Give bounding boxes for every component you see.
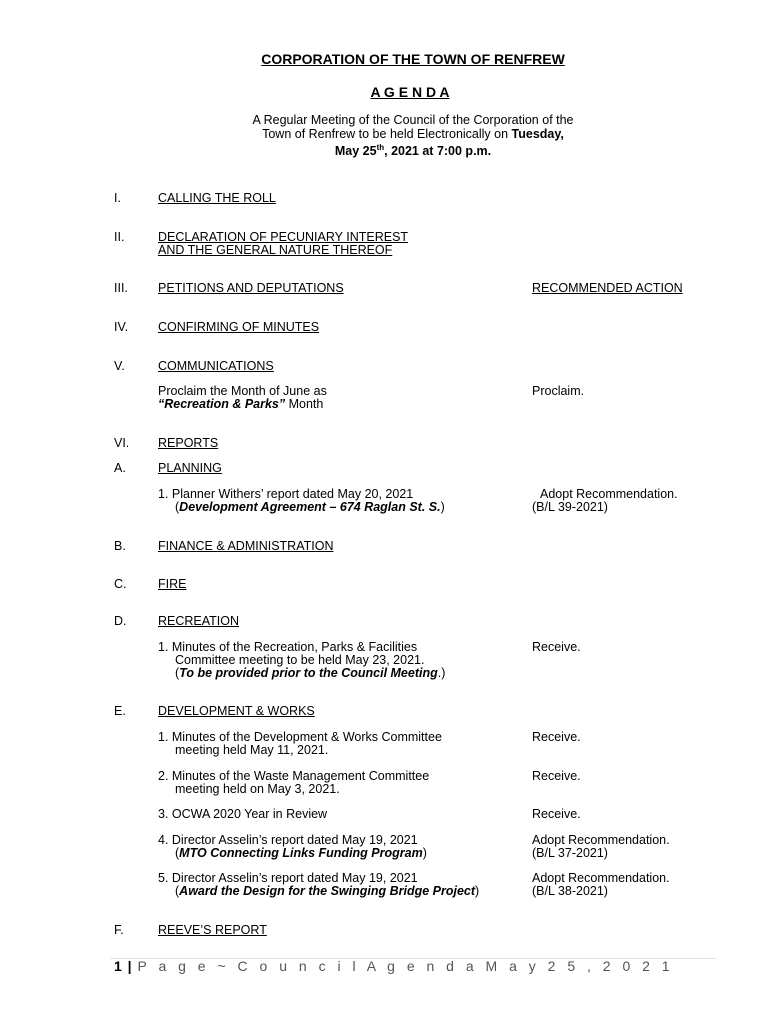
development-item-4-action-l1: Adopt Recommendation.: [532, 833, 670, 847]
section-number: VI.: [114, 436, 130, 450]
subsection-heading-planning: PLANNING: [158, 461, 222, 475]
recreation-item-1-l3: (To be provided prior to the Council Meeting.): [175, 666, 446, 680]
subsection-letter: B.: [114, 539, 126, 553]
development-item-3: 3. OCWA 2020 Year in Review: [158, 807, 328, 821]
recreation-item-1-l1: 1. Minutes of the Recreation, Parks & Facilities: [158, 640, 418, 654]
section-number: IV.: [114, 320, 129, 334]
development-item-1-action: Receive.: [532, 730, 581, 744]
section-number: I.: [114, 191, 121, 205]
development-item-2-l1: 2. Minutes of the Waste Management Committee: [158, 769, 430, 783]
planning-item-1-l2: (Development Agreement – 674 Raglan St. S.): [175, 500, 445, 514]
footer-text: P a g e ~ C o u n c i l A g e n d a M a y 2 5 , 2 0 2 1: [137, 958, 674, 974]
communication-action: Proclaim.: [532, 384, 585, 398]
development-item-5-l2: (Award the Design for the Swinging Bridge Project): [175, 884, 480, 898]
development-item-1-l1: 1. Minutes of the Development & Works Committee: [158, 730, 442, 744]
development-item-5-action-l1: Adopt Recommendation.: [532, 871, 670, 885]
section-number: II.: [114, 230, 125, 244]
communication-text-l1: Proclaim the Month of June as: [158, 384, 327, 398]
document-title: CORPORATION OF THE TOWN OF RENFREW: [261, 51, 565, 67]
development-item-2-action: Receive.: [532, 769, 581, 783]
subsection-heading-development: DEVELOPMENT & WORKS: [158, 704, 315, 718]
development-item-5-action-l2: (B/L 38-2021): [532, 884, 608, 898]
development-item-5-l1: 5. Director Asselin’s report dated May 19, 2021: [158, 871, 418, 885]
subsection-letter: F.: [114, 923, 124, 937]
development-item-4-action-l2: (B/L 37-2021): [532, 846, 608, 860]
planning-item-1-l1: 1. Planner Withers’ report dated May 20, 2021: [158, 487, 414, 501]
section-number: III.: [114, 281, 128, 295]
development-item-4-l1: 4. Director Asselin’s report dated May 19, 2021: [158, 833, 418, 847]
subsection-heading-recreation: RECREATION: [158, 614, 240, 628]
section-heading-petitions: PETITIONS AND DEPUTATIONS: [158, 281, 344, 295]
recreation-item-1-action: Receive.: [532, 640, 581, 654]
section-heading-communications: COMMUNICATIONS: [158, 359, 274, 373]
subsection-letter: D.: [114, 614, 127, 628]
section-number: V.: [114, 359, 125, 373]
recommended-action-header: RECOMMENDED ACTION: [532, 281, 683, 295]
subsection-letter: A.: [114, 461, 126, 475]
meeting-description-line2: Town of Renfrew to be held Electronically on Tuesday,: [262, 127, 564, 141]
development-item-2-l2: meeting held on May 3, 2021.: [175, 782, 340, 796]
development-item-4-l2: (MTO Connecting Links Funding Program): [175, 846, 427, 860]
section-heading-pecuniary-l2: AND THE GENERAL NATURE THEREOF: [158, 243, 393, 257]
meeting-description-line1: A Regular Meeting of the Council of the Corporation of the: [252, 113, 574, 127]
subsection-heading-finance: FINANCE & ADMINISTRATION: [158, 539, 334, 553]
page-footer: [114, 960, 674, 973]
page-number: 1 |: [114, 958, 138, 974]
planning-item-1-action-l2: (B/L 39-2021): [532, 500, 608, 514]
subsection-letter: E.: [114, 704, 126, 718]
subsection-heading-fire: FIRE: [158, 577, 187, 591]
development-item-1-l2: meeting held May 11, 2021.: [175, 743, 329, 757]
subsection-letter: C.: [114, 577, 127, 591]
planning-item-1-action-l1: Adopt Recommendation.: [540, 487, 678, 501]
agenda-heading: A G E N D A: [370, 84, 450, 100]
development-item-3-action: Receive.: [532, 807, 581, 821]
section-heading-reports: REPORTS: [158, 436, 219, 450]
section-heading-calling-roll: CALLING THE ROLL: [158, 191, 276, 205]
meeting-date: May 25th, 2021 at 7:00 p.m.: [334, 143, 492, 159]
communication-text-l2: “Recreation & Parks” Month: [158, 397, 324, 411]
section-heading-minutes: CONFIRMING OF MINUTES: [158, 320, 320, 334]
subsection-heading-reeve: REEVE’S REPORT: [158, 923, 267, 937]
recreation-item-1-l2: Committee meeting to be held May 23, 2021.: [175, 653, 425, 667]
section-heading-pecuniary-l1: DECLARATION OF PECUNIARY INTEREST: [158, 230, 409, 244]
